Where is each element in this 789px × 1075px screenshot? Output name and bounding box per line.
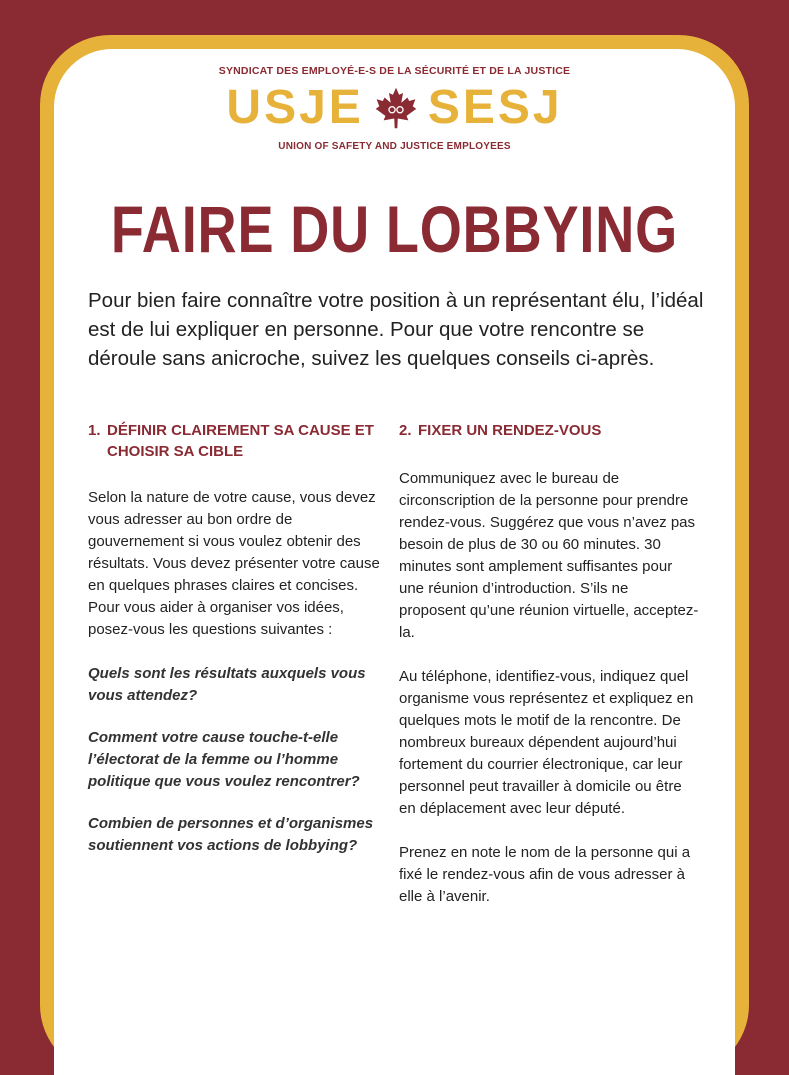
question-1: Quels sont les résultats auxquels vous vous attendez? — [88, 665, 366, 704]
section-1-title: DÉFINIR CLAIREMENT SA CAUSE ET CHOISIR SA CIBLE — [107, 422, 374, 460]
section-2 — [399, 420, 699, 908]
union-name-french: SYNDICAT DES EMPLOYÉ-E-S DE LA SÉCURITÉ ET DE LA JUSTICE — [218, 65, 571, 77]
intro-paragraph: Pour bien faire connaître votre position à un représentant élu, l’idéal est de lui expliquer en personne. Pour que votre rencontre se déroule sans anicroche, suivez les quelques conseils ci-après. — [88, 289, 704, 370]
union-name-english: UNION OF SAFETY AND JUSTICE EMPLOYEES — [278, 141, 511, 152]
question-3: Combien de personnes et d’organismes soutiennent vos actions de lobbying? — [88, 815, 374, 854]
section-2-paragraph-1: Communiquez avec le bureau de circonscription de la personne pour prendre rendez-vous. Suggérez que vous n’avez pas besoin de plus de 30 ou 60 minutes. 30 minutes sont amplement suffisantes pour une réunion d’introduction. S’ils ne proposent qu’une réunion virtuelle, acceptez-la. — [399, 470, 699, 641]
section-1 — [88, 420, 380, 857]
maple-leaf-icon — [374, 86, 418, 130]
logo-sesj: SESJ — [427, 81, 563, 134]
logo-usje: USJE — [226, 81, 364, 134]
union-logo — [0, 82, 789, 134]
question-2: Comment votre cause touche-t-elle l’électorat de la femme ou l’homme politique que vous voulez rencontrer? — [88, 729, 360, 790]
section-2-paragraph-2: Au téléphone, identifiez-vous, indiquez quel organisme vous représentez et expliquez en quelques mots le motif de la rencontre. De nombreux bureaux dépendent aujourd’hui fortement du courrier électronique, car leur personnel peut travailler à domicile ou être en déplacement avec leur député. — [399, 668, 694, 817]
section-1-body: Selon la nature de votre cause, vous devez vous adresser au bon ordre de gouvernement si vous voulez obtenir des résultats. Vous devez présenter votre cause en quelques phrases claires et concises. Pour vous aider à organiser vos idées, posez-vous les questions suivantes : — [88, 489, 380, 638]
section-2-number: 2. — [399, 422, 412, 439]
section-2-heading — [399, 420, 699, 441]
section-2-title: FIXER UN RENDEZ-VOUS — [418, 422, 602, 439]
section-2-paragraph-3: Prenez en note le nom de la personne qui a fixé le rendez-vous afin de vous adresser à elle à l’avenir. — [399, 844, 691, 905]
page-title: FAIRE DU LOBBYING — [110, 192, 679, 266]
section-1-heading — [88, 420, 380, 462]
section-1-number: 1. — [88, 422, 101, 439]
